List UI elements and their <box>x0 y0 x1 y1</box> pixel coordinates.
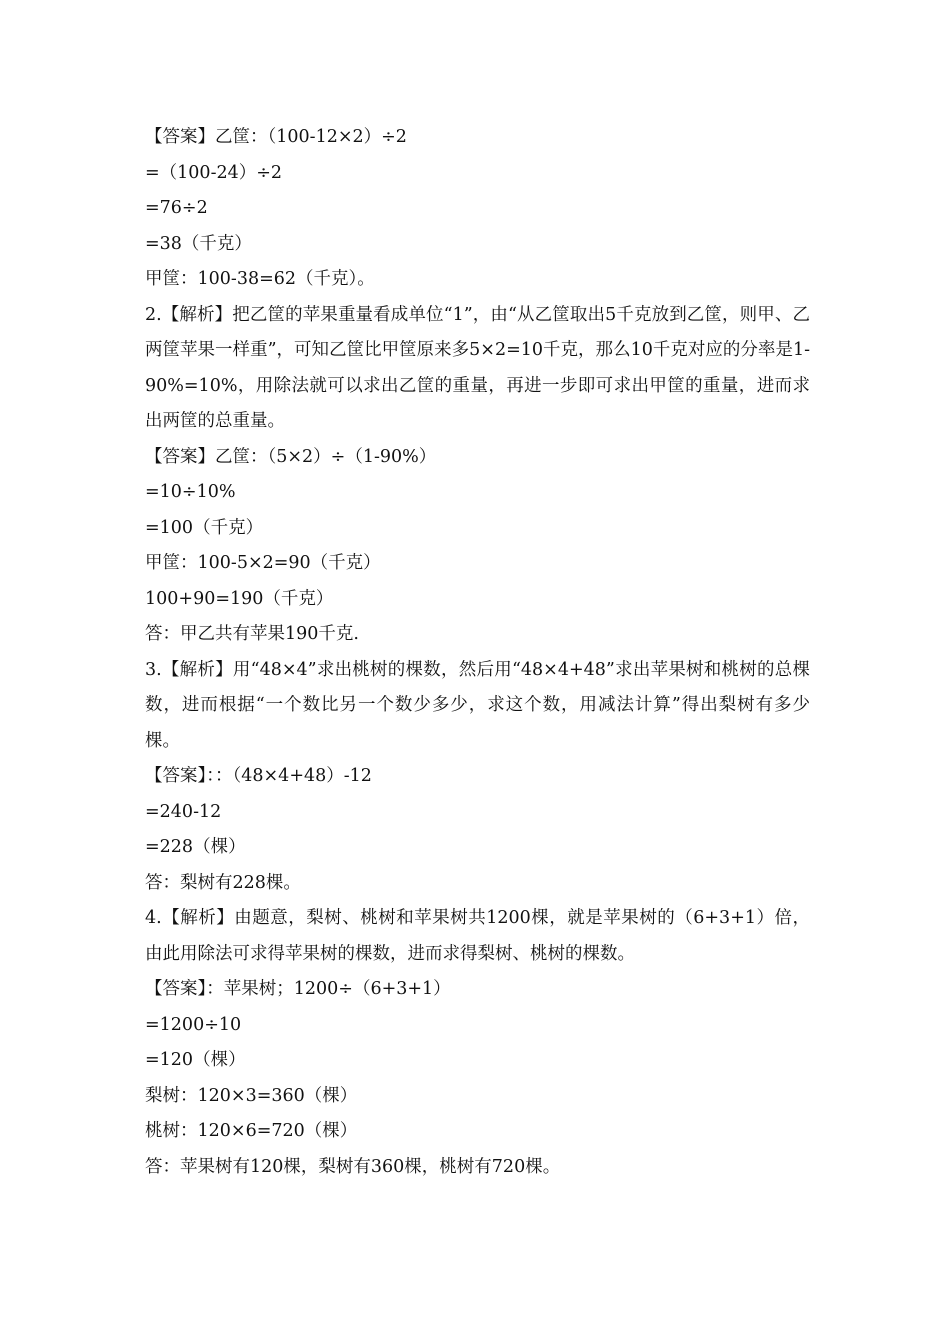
calc-line: =（100-24）÷2 <box>145 162 283 183</box>
calc-line: 桃树：120×6=720（棵） <box>145 1121 358 1141</box>
answer-line: 【答案】：：（48×4+48）-12 <box>145 766 372 786</box>
answer-line: 【答案】乙筐：（5×2）÷（1-90%） <box>145 446 437 467</box>
answer-line: 【答案】乙筐：（100-12×2）÷2 <box>145 127 407 147</box>
calc-line: =240-12 <box>145 801 222 822</box>
calc-line: =228（棵） <box>145 837 246 857</box>
calc-line: =10÷10% <box>145 482 236 502</box>
answer-content <box>145 120 810 1185</box>
conclusion-line: 答：甲乙共有苹果190千克. <box>145 624 359 644</box>
calc-line: 100+90=190（千克） <box>145 588 334 609</box>
calc-line: =100（千克） <box>145 517 264 538</box>
calc-line: =38（千克） <box>145 233 252 254</box>
conclusion-line: 答：梨树有228棵。 <box>145 872 301 893</box>
calc-line: =76÷2 <box>145 198 208 218</box>
calc-line: 梨树：120×3=360（棵） <box>145 1085 358 1106</box>
answer-line: 【答案】：苹果树；1200÷（6+3+1） <box>145 979 451 999</box>
analysis-paragraph-3: 3.【解析】用“48×4”求出桃树的棵数，然后用“48×4+48”求出苹果树和桃树的总棵数，进而根据“一个数比另一个数少多少，求这个数，用减法计算”得出梨树有多少棵。 <box>145 659 810 751</box>
analysis-paragraph-4: 4.【解析】由题意，梨树、桃树和苹果树共1200棵，就是苹果树的（6+3+1）倍，由此用除法可求得苹果树的棵数，进而求得梨树、桃树的棵数。 <box>145 908 810 964</box>
calc-line: 甲筐：100-38=62（千克）。 <box>145 269 375 289</box>
analysis-paragraph-2: 2.【解析】把乙筐的苹果重量看成单位“1”，由“从乙筐取出5千克放到乙筐，则甲、乙两筐苹果一样重”，可知乙筐比甲筐原来多5×2=10千克，那么10千克对应的分率是1-90%=10%，用除法就可以求出乙筐的重量，再进一步即可求出甲筐的重量，进而求出两筐的总重量。 <box>145 304 810 431</box>
calc-line: 甲筐：100-5×2=90（千克） <box>145 553 381 573</box>
conclusion-line: 答：苹果树有120棵，梨树有360棵，桃树有720棵。 <box>145 1156 561 1177</box>
calc-line: =120（棵） <box>145 1050 246 1070</box>
calc-line: =1200÷10 <box>145 1014 242 1035</box>
